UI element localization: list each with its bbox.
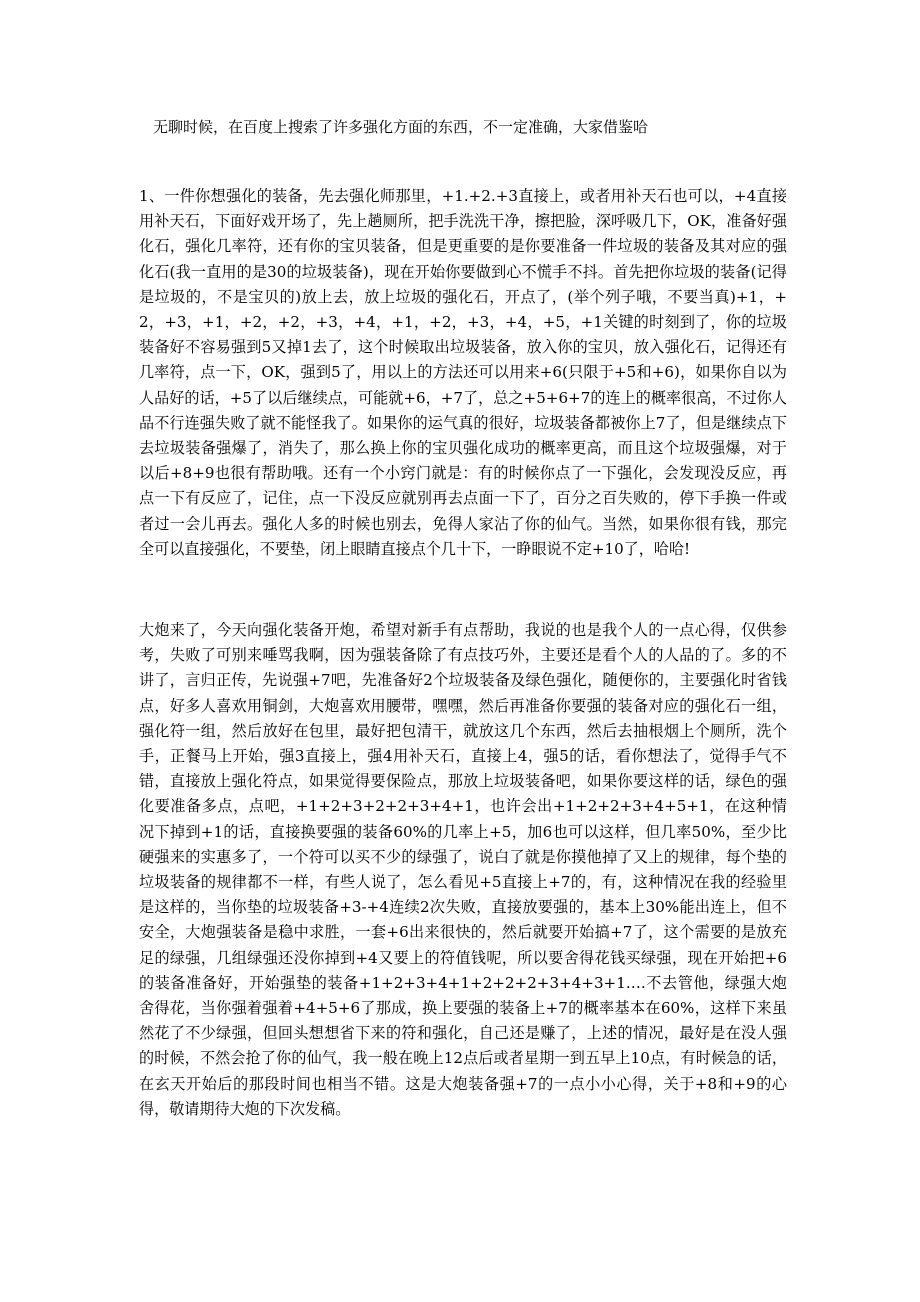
paragraph-dapao-guide: 大炮来了，今天向强化装备开炮，希望对新手有点帮助，我说的也是我个人的一点心得，仅供参考，失败了可别来唾骂我啊，因为强装备除了有点技巧外，主要还是看个人的人品的了。多的不讲了，言归正传，先说强+7吧，先准备好2个垃圾装备及绿色强化，随便你的，主要强化时省钱点，好多人喜欢用铜剑，大炮喜欢用腰带，嘿嘿，然后再准备你要强的装备对应的强化石一组，强化符一组，然后放好在包里，最好把包清干，就放这几个东西，然后去抽根烟上个厕所，洗个手，正餐马上开始，强3直接上，强4用补天石，直接上4，强5的话，看你想法了，觉得手气不错，直接放上强化符点，如果觉得要保险点，那放上垃圾装备吧，如果你要这样的话，绿色的强化要准备多点，点吧，+1+2+3+2+2+3+4+1，也许会出+1+2+2+3+4+5+1，在这种情况下掉到+1的话，直接换要强的装备60%的几率上+5，加6也可以这样，但几率50%，至少比硬强来的实惠多了，一个符可以买不少的绿强了，说白了就是你摸他掉了又上的规律，每个垫的垃圾装备的规律都不一样，有些人说了，怎么看见+5直接上+7的，有，这种情况在我的经验里是这样的，当你垫的垃圾装备+3-+4连续2次失败，直接放要强的，基本上30%能出连上，但不安全，大炮强装备是稳中求胜，一套+6出来很快的，然后就要开始搞+7了，这个需要的是放充足的绿强，几组绿强还没你掉到+4又要上的符值钱呢，所以要舍得花钱买绿强，现在开始把+6的装备准备好，开始强垫的装备+1+2+3+4+1+2+2+2+3+4+3+1….不去管他，绿强大炮舍得花，当你强着强着+4+5+6了那成，换上要强的装备上+7的概率基本在60%，这样下来虽然花了不少绿强，但回头想想省下来的符和强化，自己还是赚了，上述的情况，最好是在没人强的时候，不然会抢了你的仙气，我一般在晚上12点后或者星期一到五早上10点，有时候急的话，在玄天开始后的那段时间也相当不错。这是大炮装备强+7的一点小小心得，关于+8和+9的心得，敬请期待大炮的下次发稿。 (139, 621, 787, 1118)
intro-line: 无聊时候，在百度上搜索了许多强化方面的东西，不一定准确，大家借鉴哈 (153, 118, 649, 136)
paragraph-strengthen-guide: 1、一件你想强化的装备，先去强化师那里，+1.+2.+3直接上，或者用补天石也可以，+4直接用补天石，下面好戏开场了，先上趟厕所，把手洗洗干净，擦把脸，深呼吸几下，OK，准备好强化石，强化几率符，还有你的宝贝装备，但是更重要的是你要准备一件垃圾的装备及其对应的强化石(我一直用的是30的垃圾装备)，现在开始你要做到心不慌手不抖。首先把你垃圾的装备(记得是垃圾的，不是宝贝的)放上去，放上垃圾的强化石，开点了，(举个列子哦，不要当真)+1，+2，+3，+1，+2，+2，+3，+4，+1，+2，+3，+4，+5，+1关键的时刻到了，你的垃圾装备好不容易强到5又掉1去了，这个时候取出垃圾装备，放入你的宝贝，放入强化石，记得还有几率符，点一下，OK，强到5了，用以上的方法还可以用来+6(只限于+5和+6)，如果你自以为人品好的话，+5了以后继续点，可能就+6，+7了，总之+5+6+7的连上的概率很高，不过你人品不行连强失败了就不能怪我了。如果你的运气真的很好，垃圾装备都被你上7了，但是继续点下去垃圾装备强爆了，消失了，那么换上你的宝贝强化成功的概率更高，而且这个垃圾强爆，对于以后+8+9也很有帮助哦。还有一个小窍门就是：有的时候你点了一下强化，会发现没反应，再点一下有反应了，记住，点一下没反应就别再去点面一下了，百分之百失败的，停下手换一件或者过一会儿再去。强化人多的时候也别去，免得人家沾了你的仙气。当然，如果你很有钱，那完全可以直接强化，不要垫，闭上眼睛直接点个几十下，一睁眼说不定+10了，哈哈! (139, 187, 787, 558)
